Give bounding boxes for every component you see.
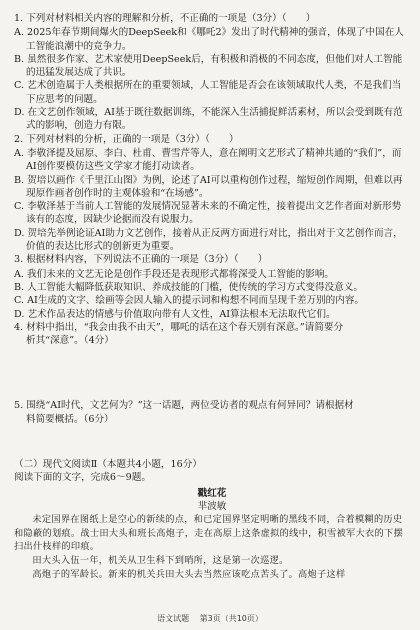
question-1 — [14, 12, 410, 133]
question-4-line-2: 析其“深意”。（4分） — [26, 335, 114, 347]
question-3-stem: 3. 根据材料内容，下列说法不正确的一项是（3分）（ ） — [14, 254, 268, 266]
question-5-line-1: 5. 围绕“AI时代，文艺何为？”这一话题，两位受访者的观点有何异同？请根据材 — [14, 400, 354, 412]
passage-paragraph-2: 田大头入伍一年，机关从卫生科下到哨所，这是第一次巡逻。 — [32, 554, 289, 566]
section-2 — [14, 458, 410, 581]
question-2-option-b: B. 贺培以画作《千里江山图》为例，论述了AI可以重构创作过程，缩短创作周期，但难以再现原作画者创作时的主观体验和“在场感”。 — [14, 174, 403, 199]
page-footer — [0, 613, 420, 624]
question-5-line-2: 料简要概括。（6分） — [26, 413, 114, 425]
question-2-stem: 2. 下列对材料的分析，正确的一项是（3分）（ ） — [14, 133, 239, 145]
question-3-option-b: B. 人工智能大幅降低获取知识、养成技能的门槛，使传统的学习方式变得没意义。 — [14, 281, 363, 293]
question-3-option-d: D. 艺术作品表达的情感与价值取向带有人文性，AI算法根本无法取代它们。 — [14, 308, 336, 320]
passage-title: 戳红花 — [197, 487, 227, 499]
question-2-option-d: D. 贺培先举例论证AI助力文艺创作，接着从正反两方面进行对比，指出对于文艺创作而言，价值的表达比形式的创新更为重要。 — [14, 227, 403, 253]
question-1-option-b: B. 虽然很多作家、艺术家使用DeepSeek后，有积极和消极的不同态度，但他们对人工智能的迅猛发展达成了共识。 — [14, 53, 403, 79]
exam-page — [14, 12, 410, 581]
section-2-instruction: 阅读下面的文字，完成6～9题。 — [14, 472, 151, 484]
footer-subject: 语文试题 — [157, 614, 190, 623]
passage-author: 芈波敏 — [197, 500, 227, 512]
question-1-option-c: C. 艺术创造属于人类根据所在的重要领域，人工智能是否会在该领域取代人类，不是我们当下应思考的问题。 — [14, 80, 402, 105]
question-3 — [14, 253, 410, 320]
passage-paragraph-1: 未定国界在图纸上是空心的新续的点，和已定国界坚定明晰的黑线不同，合着模糊的历史和隐蔽的划痕。战士田大头和班长高炮子，走在高原上这条虚拟的线中，积雪被军大衣的下摆扫出什枝样的印痕。 — [14, 514, 403, 553]
question-4 — [14, 321, 410, 348]
question-4-line-1: 4. 材料中指出，“我会由我不由天”，哪吒的话在这个春天别有深意。”请简要分 — [14, 321, 344, 333]
question-1-stem: 1. 下列对材料相关内容的理解和分析，不正确的一项是（3分）（ ） — [14, 13, 316, 24]
question-3-option-a: A. 我们未来的文艺无论是创作手段还是表现形式都将深受人工智能的影响。 — [14, 268, 335, 280]
question-2-option-a: A. 李敬泽提及屈原、李白、杜甫、曹雪芹等人，意在阐明文艺形式了精神共通的“我们”，而AI创作要模仿这些文学家才能打动读者。 — [14, 147, 402, 173]
section-2-heading: （二）现代文阅读Ⅱ（本题共4小题，16分） — [14, 459, 202, 471]
footer-page-number: 第3页（共10页） — [199, 614, 263, 623]
passage-paragraph-3: 高炮子的军龄长。新来的机关兵田大头去当然应该吃点苦头了。高炮子这样 — [32, 568, 346, 580]
question-2 — [14, 133, 410, 254]
answer-space-4 — [14, 347, 410, 399]
question-1-option-a: A. 2025年春节期间爆火的DeepSeek和《哪吒2》发出了时代精神的强音，体现了中国在人工智能浪潮中的竞争力。 — [14, 27, 404, 52]
question-2-option-c: C. 李敬泽基于当前人工智能的发展情况显著未来的不确定性，接着提出文艺作者面对新形势该有的态度，因缺少论据而没有说服力。 — [14, 201, 402, 226]
question-1-option-d: D. 在文艺创作领域，AI基于既往数据训练，不能深入生活捕捉鲜活素材，所以会受到既有范式的影响，创造力有限。 — [14, 107, 403, 132]
answer-space-5 — [14, 426, 410, 456]
question-3-option-c: C. AI生成的文字、绘画等会因人输入的提示词和构想不同而呈现千差万别的内容。 — [14, 295, 365, 307]
question-5 — [14, 399, 410, 426]
